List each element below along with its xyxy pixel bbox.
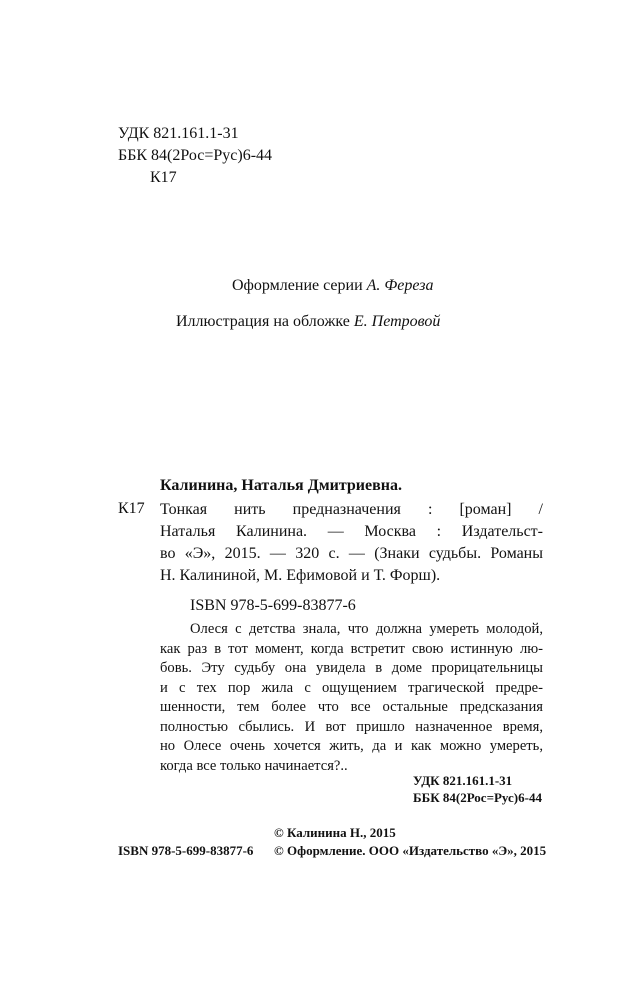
bbk-code: ББК 84(2Рос=Рус)6-44: [118, 147, 273, 164]
cover-illustrator-name: Е. Петровой: [353, 313, 441, 330]
copyright-design: © Оформление. ООО «Издательство «Э», 2015: [274, 843, 547, 858]
annotation-line: полностью сбылись. И вот пришло назначенное время,: [160, 718, 543, 735]
copyright-isbn: ISBN 978-5-699-83877-6: [118, 843, 254, 858]
annotation-line: и с тех пор жила с ощущением трагической предре-: [160, 679, 543, 696]
bibliography-line: Н. Калининой, М. Ефимовой и Т. Форш).: [160, 567, 441, 584]
annotation-line: когда все только начинается?..: [160, 757, 348, 774]
annotation-line: как раз в тот момент, когда встретит свою истинную лю-: [160, 640, 543, 657]
series-design-credit: [232, 276, 434, 295]
annotation-line: шенности, тем более что все остальные предсказания: [160, 699, 543, 715]
series-design-label: Оформление серии: [232, 277, 363, 294]
series-designer-name: А. Фереза: [366, 277, 434, 294]
cover-illustration-credit: [176, 312, 440, 331]
bibliography-line: Наталья Калинина. — Москва : Издательст-: [160, 523, 543, 540]
bibliography-author: Калинина, Наталья Дмитриевна.: [160, 477, 402, 494]
annotation: [160, 620, 543, 776]
bottom-udk-code: УДК 821.161.1-31: [413, 773, 513, 788]
annotation-line: но Олесе очень хочется жить, да и как можно умереть,: [160, 738, 543, 754]
cover-illustration-label: Иллюстрация на обложке: [176, 313, 350, 330]
bibliography-line: во «Э», 2015. — 320 с. — (Знаки судьбы. Романы: [160, 545, 543, 562]
bibliography-line: Тонкая нить предназначения : [роман] /: [160, 501, 543, 518]
udk-code: УДК 821.161.1-31: [118, 125, 239, 142]
annotation-line: бовь. Эту судьбу она увидела в доме прорицательницы: [160, 660, 543, 676]
bibliography-mark: К17: [118, 500, 145, 517]
bibliography-isbn: ISBN 978-5-699-83877-6: [190, 597, 356, 614]
bottom-bbk-code: ББК 84(2Рос=Рус)6-44: [413, 790, 542, 805]
bibliography-description: [160, 499, 543, 587]
annotation-line: Олеся с детства знала, что должна умереть молодой,: [190, 621, 543, 637]
author-mark: К17: [150, 169, 177, 186]
copyright-author: © Калинина Н., 2015: [274, 825, 396, 840]
